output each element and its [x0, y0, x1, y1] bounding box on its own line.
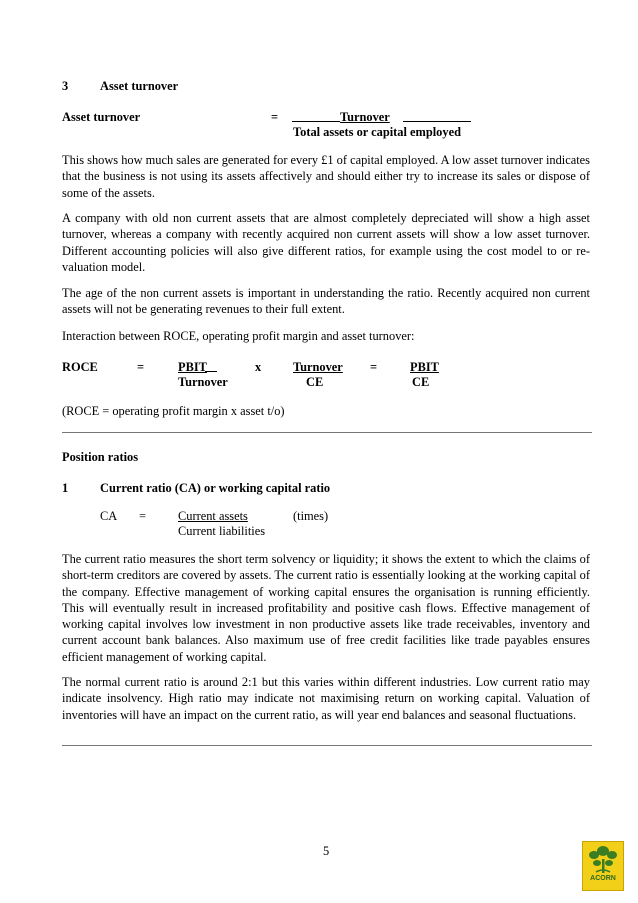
section-divider [62, 432, 592, 433]
formula-denominator: Total assets or capital employed [293, 125, 461, 139]
roce-pbit-numerator: PBIT [178, 360, 207, 374]
ca-equals: = [139, 509, 146, 523]
formula-equals: = [271, 110, 279, 124]
acorn-logo [582, 841, 624, 891]
roce-ce-denominator: CE [306, 375, 324, 389]
position-item-number: 1 [62, 481, 69, 495]
logo-text: ACORN [590, 875, 616, 882]
asset-turnover-paragraph-1: This shows how much sales are generated for every £1 of capital employed. A low asset turnover indicates that the business is not using its assets affectively and should either try to increase its sales or dispose of some of the assets. [62, 153, 590, 200]
section-number: 3 [62, 79, 69, 93]
ca-numerator: Current assets [178, 509, 248, 523]
roce-label: ROCE [62, 360, 98, 374]
asset-turnover-paragraph-2: A company with old non current assets that are almost completely depreciated will show a high asset turnover, whereas a company with recently acquired non current assets will show a low asset turnover. Different accounting policies will also give different ratios, for example using the cost model to or re-valuation model. [62, 211, 590, 274]
formula-underline-left [292, 121, 340, 122]
section-title: Asset turnover [100, 79, 179, 93]
current-ratio-paragraph-2: The normal current ratio is around 2:1 but this varies within different industries. Low current ratio may indicate insolvency. High ratio may indicate not maximising return on working capital. Valuation of inventories will have an impact on the current ratio, as will year end balances and seasonal fluctuations. [62, 675, 590, 722]
ca-unit: (times) [293, 509, 329, 523]
page-number: 5 [323, 844, 330, 858]
formula-underline-right [403, 121, 471, 122]
roce-pbit-denominator: Turnover [178, 375, 228, 389]
roce-equals: = [137, 360, 145, 374]
roce-pbit-underline-extension [205, 371, 217, 372]
roce-note: (ROCE = operating profit margin x asset t/o) [62, 404, 285, 418]
roce-turnover-numerator: Turnover [293, 360, 343, 374]
ca-label: CA [100, 509, 118, 523]
roce-result-denominator: CE [412, 375, 430, 389]
position-ratios-heading: Position ratios [62, 450, 139, 464]
interaction-intro: Interaction between ROCE, operating profit margin and asset turnover: [62, 329, 415, 343]
roce-equals-2: = [370, 360, 378, 374]
formula-label: Asset turnover [62, 110, 141, 124]
ca-denominator: Current liabilities [178, 524, 266, 538]
tree-icon [583, 842, 623, 876]
current-ratio-paragraph-1: The current ratio measures the short term solvency or liquidity; it shows the extent to which the claims of short-term creditors are covered by assets. The current ratio is essentially looking at the working capital of the company. Effective management of working capital ensures the organisation is running efficiently. This will eventually result in increased profitability and positive cash flows. Effective management of working capital involves low investment in non productive assets like trade receivables, inventory and current account bank balances. Also maximum use of free credit facilities like trade payables ensures efficient management of working capital. [62, 552, 590, 664]
formula-numerator: Turnover [340, 110, 390, 124]
bottom-divider [62, 745, 592, 746]
position-item-title: Current ratio (CA) or working capital ratio [100, 481, 331, 495]
roce-result-numerator: PBIT [410, 360, 439, 374]
asset-turnover-paragraph-3: The age of the non current assets is important in understanding the ratio. Recently acquired non current assets will not be generating revenues to their full extent. [62, 286, 590, 317]
roce-times: x [255, 360, 262, 374]
